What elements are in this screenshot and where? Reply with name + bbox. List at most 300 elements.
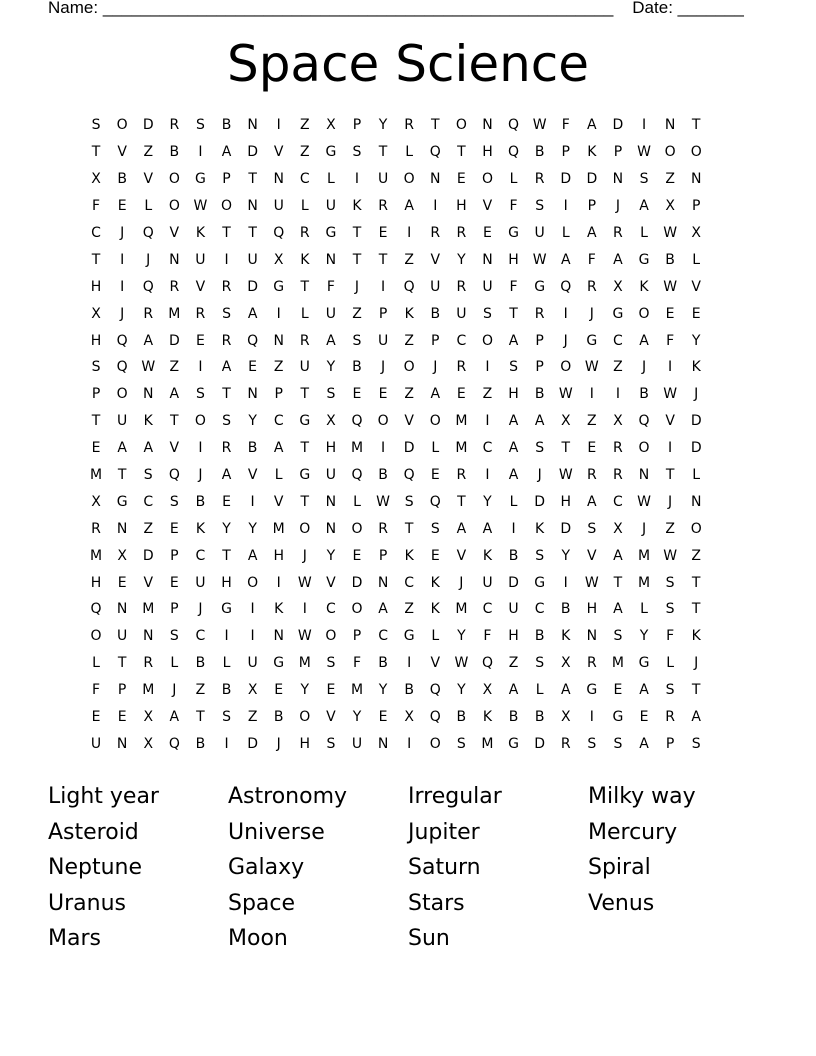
grid-letter[interactable]: E (117, 574, 127, 591)
grid-letter[interactable]: T (300, 440, 310, 457)
grid-letter[interactable]: S (665, 574, 675, 591)
grid-letter[interactable]: S (326, 735, 336, 752)
grid-letter[interactable]: I (224, 628, 229, 645)
grid-letter[interactable]: N (273, 628, 284, 645)
grid-letter[interactable]: N (690, 171, 702, 188)
grid-letter[interactable]: Y (483, 493, 492, 510)
grid-letter[interactable]: V (195, 278, 206, 295)
grid-letter[interactable]: O (481, 332, 493, 349)
grid-letter[interactable]: E (117, 198, 127, 215)
grid-letter[interactable]: I (302, 601, 307, 618)
grid-letter[interactable]: E (587, 440, 597, 457)
grid-letter[interactable]: C (482, 440, 493, 457)
grid-letter[interactable]: N (273, 171, 284, 188)
grid-letter[interactable]: B (195, 655, 206, 672)
grid-letter[interactable]: G (273, 278, 285, 295)
grid-letter[interactable]: N (116, 601, 128, 618)
grid-letter[interactable]: W (297, 574, 312, 591)
grid-letter[interactable]: I (641, 117, 647, 134)
grid-letter[interactable]: K (430, 574, 440, 591)
grid-letter[interactable]: I (615, 386, 620, 403)
grid-letter[interactable]: B (665, 251, 675, 268)
grid-letter[interactable]: G (325, 225, 337, 241)
grid-letter[interactable]: A (247, 547, 258, 564)
grid-letter[interactable]: C (456, 332, 467, 349)
grid-letter[interactable]: Z (352, 305, 362, 322)
grid-letter[interactable]: I (563, 574, 568, 591)
grid-letter[interactable]: U (351, 735, 363, 752)
grid-letter[interactable]: P (587, 198, 597, 215)
grid-letter[interactable]: P (352, 628, 362, 645)
grid-letter[interactable]: Q (142, 225, 154, 241)
grid-letter[interactable]: J (694, 386, 699, 403)
grid-letter[interactable]: G (638, 251, 650, 268)
grid-letter[interactable]: J (198, 601, 203, 618)
grid-letter[interactable]: Z (247, 709, 258, 726)
grid-letter[interactable]: N (664, 117, 676, 134)
grid-letter[interactable]: N (325, 520, 337, 537)
grid-letter[interactable]: T (352, 225, 362, 241)
grid-letter[interactable]: K (430, 601, 440, 618)
grid-letter[interactable]: J (641, 359, 647, 376)
grid-letter[interactable]: Z (613, 359, 623, 376)
grid-letter[interactable]: O (638, 305, 650, 322)
grid-letter[interactable]: L (170, 655, 179, 672)
grid-letter[interactable]: N (325, 493, 337, 510)
grid-letter[interactable]: J (120, 225, 125, 241)
grid-letter[interactable]: E (248, 359, 258, 376)
grid-letter[interactable]: X (665, 198, 675, 215)
grid-letter[interactable]: T (404, 520, 414, 537)
grid-letter[interactable]: E (326, 682, 336, 699)
grid-letter[interactable]: N (142, 628, 154, 645)
grid-letter[interactable]: Y (691, 332, 701, 349)
grid-letter[interactable]: Q (429, 682, 441, 699)
grid-letter[interactable]: G (116, 493, 128, 510)
grid-letter[interactable]: S (509, 359, 518, 376)
grid-letter[interactable]: T (91, 413, 101, 430)
grid-letter[interactable]: M (481, 735, 494, 752)
grid-letter[interactable]: S (535, 440, 545, 457)
grid-letter[interactable]: G (325, 144, 337, 161)
grid-letter[interactable]: R (143, 655, 154, 672)
grid-letter[interactable]: B (378, 467, 388, 484)
grid-letter[interactable]: A (508, 682, 519, 699)
grid-letter[interactable]: I (668, 359, 673, 376)
grid-letter[interactable]: R (586, 467, 597, 484)
grid-letter[interactable]: P (170, 601, 179, 618)
grid-letter[interactable]: N (482, 117, 493, 134)
grid-letter[interactable]: I (354, 171, 360, 188)
grid-letter[interactable]: E (378, 386, 388, 403)
grid-letter[interactable]: X (273, 251, 284, 268)
grid-letter[interactable]: D (534, 735, 546, 752)
grid-letter[interactable]: I (276, 117, 281, 134)
grid-letter[interactable]: D (612, 117, 624, 134)
grid-letter[interactable]: X (326, 413, 336, 430)
grid-letter[interactable]: J (459, 574, 464, 591)
grid-letter[interactable]: X (143, 735, 154, 752)
grid-letter[interactable]: T (509, 305, 518, 322)
grid-letter[interactable]: I (511, 520, 516, 537)
grid-letter[interactable]: U (377, 171, 389, 188)
grid-letter[interactable]: Z (691, 547, 701, 564)
grid-letter[interactable]: D (690, 413, 702, 430)
grid-letter[interactable]: N (247, 386, 258, 403)
grid-letter[interactable]: R (613, 467, 623, 484)
grid-letter[interactable]: I (563, 305, 568, 322)
grid-letter[interactable]: T (248, 171, 257, 188)
grid-letter[interactable]: V (273, 493, 284, 510)
grid-letter[interactable]: Q (168, 467, 180, 484)
grid-letter[interactable]: S (91, 117, 101, 134)
grid-letter[interactable]: S (169, 493, 179, 510)
grid-letter[interactable]: A (587, 493, 597, 510)
grid-letter[interactable]: E (91, 709, 101, 726)
grid-letter[interactable]: T (117, 655, 127, 672)
grid-letter[interactable]: U (508, 601, 519, 618)
grid-letter[interactable]: E (430, 547, 440, 564)
grid-letter[interactable]: V (273, 144, 284, 161)
grid-letter[interactable]: E (456, 386, 466, 403)
grid-letter[interactable]: W (558, 386, 573, 403)
grid-letter[interactable]: N (377, 574, 389, 591)
grid-letter[interactable]: O (116, 117, 128, 134)
grid-letter[interactable]: H (221, 574, 232, 591)
grid-letter[interactable]: I (250, 601, 255, 618)
grid-letter[interactable]: Z (404, 332, 414, 349)
grid-letter[interactable]: O (403, 359, 415, 376)
grid-letter[interactable]: Q (273, 225, 285, 241)
grid-letter[interactable]: L (509, 493, 518, 510)
grid-letter[interactable]: E (639, 709, 649, 726)
grid-letter[interactable]: I (276, 574, 281, 591)
grid-letter[interactable]: V (587, 547, 597, 564)
grid-letter[interactable]: G (638, 655, 650, 672)
grid-letter[interactable]: W (454, 655, 469, 672)
grid-letter[interactable]: U (117, 628, 128, 645)
grid-letter[interactable]: Y (352, 709, 362, 726)
grid-letter[interactable]: O (351, 520, 363, 537)
grid-letter[interactable]: B (534, 628, 545, 645)
grid-letter[interactable]: S (613, 735, 623, 752)
grid-letter[interactable]: N (142, 386, 154, 403)
grid-letter[interactable]: E (91, 440, 101, 457)
grid-letter[interactable]: G (299, 467, 311, 484)
grid-letter[interactable]: P (378, 547, 388, 564)
grid-letter[interactable]: M (298, 655, 311, 672)
grid-letter[interactable]: P (222, 171, 231, 188)
grid-letter[interactable]: V (169, 440, 180, 457)
grid-letter[interactable]: E (378, 709, 388, 726)
grid-letter[interactable]: J (563, 332, 568, 349)
grid-letter[interactable]: O (116, 386, 128, 403)
grid-letter[interactable]: I (250, 493, 255, 510)
grid-letter[interactable]: G (612, 709, 624, 726)
grid-letter[interactable]: Z (300, 144, 310, 161)
grid-letter[interactable]: M (637, 574, 651, 591)
grid-letter[interactable]: O (325, 628, 337, 645)
grid-letter[interactable]: I (407, 225, 412, 241)
grid-letter[interactable]: D (534, 493, 546, 510)
grid-letter[interactable]: V (430, 251, 441, 268)
grid-letter[interactable]: Q (116, 332, 128, 349)
grid-letter[interactable]: Y (222, 520, 231, 537)
grid-letter[interactable]: H (90, 574, 102, 591)
grid-letter[interactable]: B (247, 440, 258, 457)
grid-letter[interactable]: A (482, 520, 493, 537)
grid-letter[interactable]: B (508, 547, 519, 564)
grid-letter[interactable]: B (430, 305, 441, 322)
grid-letter[interactable]: A (508, 440, 519, 457)
grid-letter[interactable]: J (381, 359, 386, 376)
grid-letter[interactable]: S (195, 386, 205, 403)
grid-letter[interactable]: T (352, 251, 362, 268)
grid-letter[interactable]: N (586, 628, 598, 645)
grid-letter[interactable]: A (587, 117, 597, 134)
grid-letter[interactable]: O (168, 171, 180, 188)
grid-letter[interactable]: O (560, 359, 572, 376)
grid-letter[interactable]: A (456, 520, 467, 537)
grid-letter[interactable]: G (534, 574, 546, 591)
grid-letter[interactable]: M (168, 305, 181, 322)
grid-letter[interactable]: G (586, 682, 598, 699)
grid-letter[interactable]: E (691, 305, 701, 322)
grid-letter[interactable]: L (640, 601, 648, 618)
grid-letter[interactable]: P (378, 305, 388, 322)
grid-letter[interactable]: E (456, 171, 466, 188)
grid-letter[interactable]: I (224, 251, 229, 268)
grid-letter[interactable]: H (325, 440, 337, 457)
grid-letter[interactable]: L (222, 655, 231, 672)
grid-letter[interactable]: O (247, 574, 259, 591)
grid-letter[interactable]: O (377, 413, 389, 430)
grid-letter[interactable]: T (300, 386, 310, 403)
grid-letter[interactable]: G (403, 628, 415, 645)
grid-letter[interactable]: I (224, 735, 229, 752)
grid-letter[interactable]: R (613, 440, 623, 457)
grid-letter[interactable]: B (404, 682, 414, 699)
grid-letter[interactable]: T (300, 493, 310, 510)
grid-letter[interactable]: R (378, 520, 388, 537)
grid-letter[interactable]: Q (90, 601, 102, 618)
grid-letter[interactable]: O (664, 144, 676, 161)
grid-letter[interactable]: Y (300, 682, 310, 699)
grid-letter[interactable]: C (273, 413, 284, 430)
grid-letter[interactable]: M (350, 682, 364, 699)
grid-letter[interactable]: M (90, 467, 103, 484)
grid-letter[interactable]: R (586, 278, 597, 295)
grid-letter[interactable]: V (482, 198, 493, 215)
grid-letter[interactable]: T (222, 225, 231, 241)
grid-letter[interactable]: H (508, 628, 519, 645)
grid-letter[interactable]: R (456, 359, 467, 376)
grid-letter[interactable]: B (273, 709, 284, 726)
grid-letter[interactable]: A (273, 440, 284, 457)
grid-letter[interactable]: T (665, 467, 675, 484)
grid-letter[interactable]: I (198, 359, 203, 376)
grid-letter[interactable]: J (589, 305, 594, 322)
grid-letter[interactable]: J (668, 493, 673, 510)
grid-letter[interactable]: K (561, 628, 571, 645)
grid-letter[interactable]: A (508, 413, 519, 430)
grid-letter[interactable]: M (637, 547, 651, 564)
grid-letter[interactable]: Q (429, 144, 441, 161)
grid-letter[interactable]: P (535, 359, 544, 376)
grid-letter[interactable]: L (692, 467, 701, 484)
grid-letter[interactable]: B (195, 493, 206, 510)
grid-letter[interactable]: U (430, 278, 441, 295)
grid-letter[interactable]: E (665, 305, 675, 322)
grid-letter[interactable]: B (221, 682, 232, 699)
grid-letter[interactable]: Z (169, 359, 180, 376)
grid-letter[interactable]: S (587, 520, 597, 537)
grid-letter[interactable]: Z (143, 144, 154, 161)
grid-letter[interactable]: M (90, 547, 103, 564)
grid-letter[interactable]: Z (404, 601, 414, 618)
grid-letter[interactable]: T (91, 144, 101, 161)
grid-letter[interactable]: Z (665, 171, 675, 188)
grid-letter[interactable]: K (482, 547, 493, 564)
grid-letter[interactable]: E (378, 225, 388, 241)
grid-letter[interactable]: A (326, 332, 336, 349)
grid-letter[interactable]: S (535, 655, 545, 672)
grid-letter[interactable]: U (482, 278, 493, 295)
grid-letter[interactable]: G (299, 413, 311, 430)
grid-letter[interactable]: R (169, 278, 180, 295)
grid-letter[interactable]: N (325, 251, 337, 268)
grid-letter[interactable]: A (430, 386, 441, 403)
grid-letter[interactable]: U (299, 359, 310, 376)
grid-letter[interactable]: R (404, 117, 415, 134)
grid-letter[interactable]: D (560, 520, 572, 537)
grid-letter[interactable]: U (325, 305, 337, 322)
grid-letter[interactable]: T (691, 682, 701, 699)
grid-letter[interactable]: X (247, 682, 258, 699)
grid-letter[interactable]: Z (404, 386, 414, 403)
grid-letter[interactable]: B (169, 144, 180, 161)
grid-letter[interactable]: O (90, 628, 102, 645)
grid-letter[interactable]: C (143, 493, 154, 510)
grid-letter[interactable]: J (433, 359, 438, 376)
grid-letter[interactable]: W (584, 574, 599, 591)
grid-letter[interactable]: N (247, 117, 258, 134)
grid-letter[interactable]: I (276, 305, 281, 322)
grid-letter[interactable]: O (299, 520, 311, 537)
grid-letter[interactable]: M (455, 413, 468, 430)
grid-letter[interactable]: M (455, 601, 468, 618)
grid-letter[interactable]: O (429, 413, 441, 430)
grid-letter[interactable]: Z (273, 359, 284, 376)
grid-letter[interactable]: N (273, 332, 284, 349)
grid-letter[interactable]: O (403, 171, 415, 188)
grid-letter[interactable]: R (221, 332, 232, 349)
grid-letter[interactable]: X (613, 413, 623, 430)
grid-letter[interactable]: S (665, 682, 675, 699)
grid-letter[interactable]: K (352, 198, 362, 215)
grid-letter[interactable]: W (193, 198, 208, 215)
grid-letter[interactable]: X (482, 682, 493, 699)
grid-letter[interactable]: Q (429, 493, 441, 510)
grid-letter[interactable]: V (404, 413, 414, 430)
grid-letter[interactable]: U (325, 198, 337, 215)
grid-letter[interactable]: E (117, 709, 127, 726)
grid-letter[interactable]: D (690, 440, 702, 457)
grid-letter[interactable]: W (297, 628, 312, 645)
grid-letter[interactable]: C (613, 493, 623, 510)
grid-letter[interactable]: G (194, 171, 206, 188)
grid-letter[interactable]: N (482, 251, 493, 268)
grid-letter[interactable]: X (691, 225, 701, 241)
grid-letter[interactable]: F (666, 332, 675, 349)
grid-letter[interactable]: Y (248, 520, 257, 537)
grid-letter[interactable]: W (141, 359, 156, 376)
grid-letter[interactable]: A (691, 709, 701, 726)
grid-letter[interactable]: D (142, 547, 154, 564)
grid-letter[interactable]: N (116, 520, 128, 537)
grid-letter[interactable]: X (143, 709, 154, 726)
grid-letter[interactable]: S (222, 305, 231, 322)
grid-letter[interactable]: L (92, 655, 100, 672)
grid-letter[interactable]: I (381, 278, 386, 295)
grid-letter[interactable]: F (587, 251, 596, 268)
grid-letter[interactable]: N (430, 171, 441, 188)
grid-letter[interactable]: U (247, 251, 258, 268)
grid-letter[interactable]: B (221, 117, 232, 134)
grid-letter[interactable]: X (613, 278, 623, 295)
grid-letter[interactable]: K (691, 359, 701, 376)
grid-letter[interactable]: I (250, 628, 255, 645)
grid-letter[interactable]: B (639, 386, 649, 403)
grid-letter[interactable]: G (221, 601, 232, 618)
grid-letter[interactable]: C (299, 171, 310, 188)
grid-letter[interactable]: D (168, 332, 180, 349)
grid-letter[interactable]: D (247, 278, 258, 295)
grid-letter[interactable]: S (222, 413, 231, 430)
grid-letter[interactable]: W (584, 359, 599, 376)
grid-letter[interactable]: Q (351, 467, 363, 484)
grid-letter[interactable]: D (351, 574, 363, 591)
grid-letter[interactable]: R (613, 225, 623, 241)
grid-letter[interactable]: Q (142, 278, 154, 295)
grid-letter[interactable]: B (534, 386, 545, 403)
grid-letter[interactable]: A (639, 198, 649, 215)
grid-letter[interactable]: Z (143, 520, 154, 537)
grid-letter[interactable]: V (326, 574, 336, 591)
grid-letter[interactable]: W (532, 251, 547, 268)
grid-letter[interactable]: R (456, 225, 467, 241)
grid-letter[interactable]: M (142, 682, 155, 699)
grid-letter[interactable]: L (353, 493, 361, 510)
grid-letter[interactable]: J (354, 278, 360, 295)
grid-letter[interactable]: U (377, 332, 389, 349)
grid-letter[interactable]: U (325, 467, 337, 484)
grid-letter[interactable]: Y (326, 359, 336, 376)
grid-letter[interactable]: U (456, 305, 467, 322)
grid-letter[interactable]: O (194, 413, 206, 430)
grid-letter[interactable]: P (613, 144, 623, 161)
grid-letter[interactable]: R (221, 440, 232, 457)
grid-letter[interactable]: O (690, 144, 702, 161)
grid-letter[interactable]: W (532, 117, 547, 134)
grid-letter[interactable]: C (195, 628, 206, 645)
grid-letter[interactable]: Q (508, 144, 520, 161)
grid-letter[interactable]: Q (638, 413, 650, 430)
grid-letter[interactable]: M (272, 520, 285, 537)
grid-letter[interactable]: P (431, 332, 440, 349)
grid-letter[interactable]: S (143, 467, 153, 484)
grid-letter[interactable]: V (456, 547, 467, 564)
